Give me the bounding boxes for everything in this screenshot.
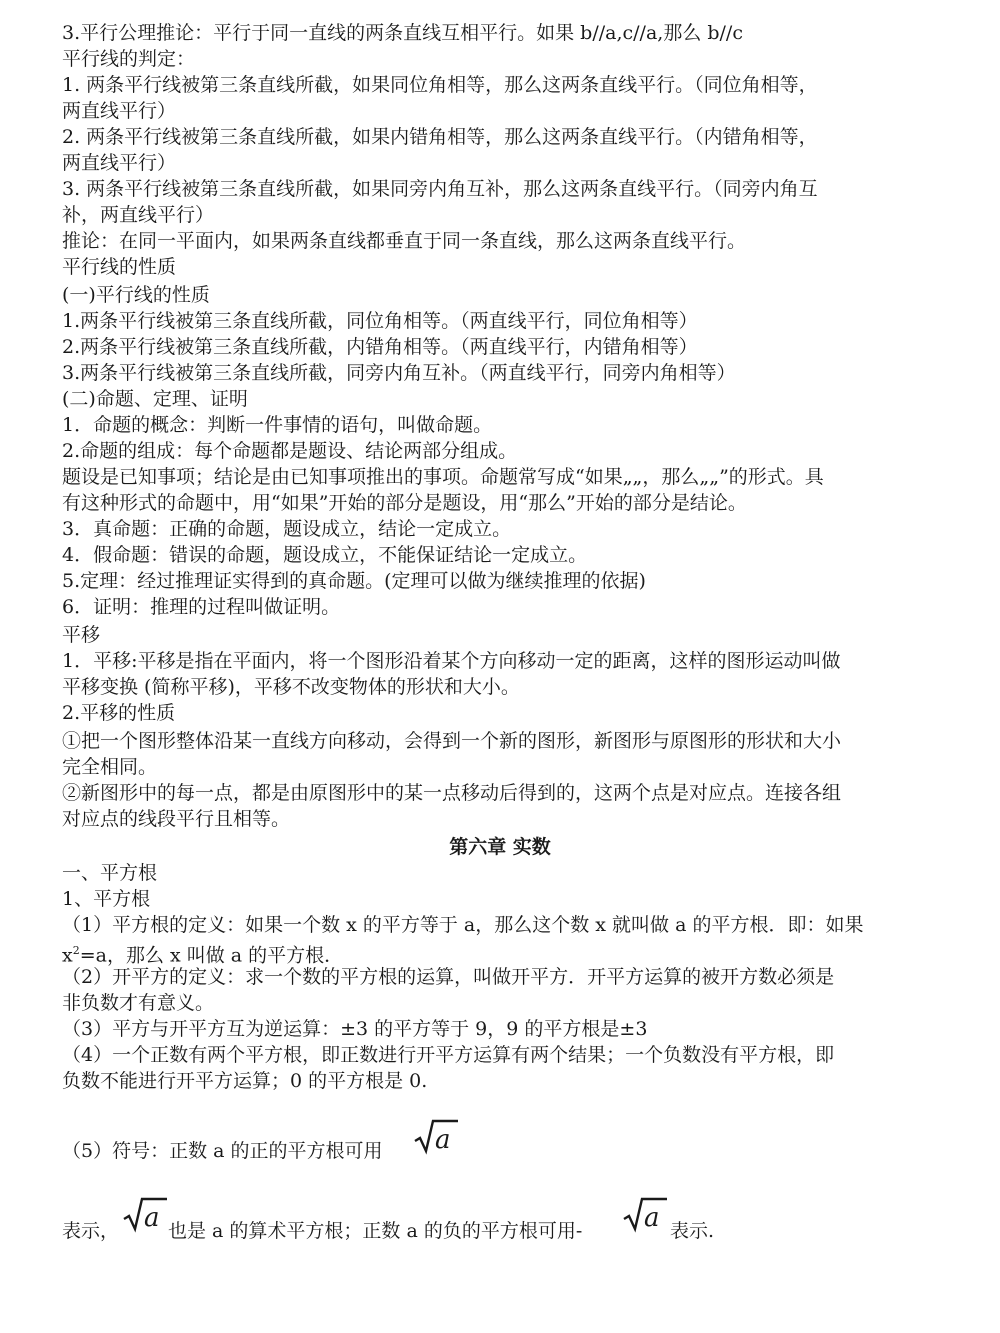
text-line: 4．假命题：错误的命题，题设成立，不能保证结论一定成立。 xyxy=(62,544,588,566)
text-line: （3）平方与开平方互为逆运算：±3 的平方等于 9，9 的平方根是±3 xyxy=(62,1018,648,1040)
text-line: 3.平行公理推论：平行于同一直线的两条直线互相平行。如果 b//a,c//a,那么 b//c xyxy=(62,22,743,44)
text-line: 3. 两条平行线被第三条直线所截，如果同旁内角互补，那么这两条直线平行。（同旁内角互 xyxy=(62,178,818,200)
sqrt-a-formula xyxy=(413,1117,459,1162)
text-line: 有这种形式的命题中，用“如果”开始的部分是题设，用“那么”开始的部分是结论。 xyxy=(62,492,747,514)
text-line: 1．平移:平移是指在平面内，将一个图形沿着某个方向移动一定的距离，这样的图形运动叫做 xyxy=(62,650,841,672)
text-line: 两直线平行） xyxy=(62,100,177,122)
superscript-2: 2 xyxy=(72,944,80,957)
text-span: 也是 a 的算术平方根；正数 a 的负的平方根可用- xyxy=(168,1220,583,1242)
sqrt-a-formula xyxy=(122,1195,168,1240)
text-line: 6．证明：推理的过程叫做证明。 xyxy=(62,596,341,618)
text-line: 题设是已知事项；结论是由已知事项推出的事项。命题常写成“如果„„，那么„„”的形式。具 xyxy=(62,466,824,488)
sqrt-symbol-icon xyxy=(413,1117,459,1157)
text-line: 2.平移的性质 xyxy=(62,702,176,724)
text-span: 表示， xyxy=(62,1220,120,1242)
text-line: 补，两直线平行） xyxy=(62,204,215,226)
text-line: (二)命题、定理、证明 xyxy=(62,388,248,410)
text-line: （1）平方根的定义：如果一个数 x 的平方等于 a，那么这个数 x 就叫做 a 的平方根．即：如果 xyxy=(62,914,864,936)
text-line: 对应点的线段平行且相等。 xyxy=(62,808,291,830)
text-line: 3．真命题：正确的命题，题设成立，结论一定成立。 xyxy=(62,518,512,540)
text-span: 表示. xyxy=(670,1220,715,1242)
text-line: 2.两条平行线被第三条直线所截，内错角相等。（两直线平行，内错角相等） xyxy=(62,336,698,358)
text-line: 平行线的性质 xyxy=(62,256,177,278)
text-line: 两直线平行） xyxy=(62,152,177,174)
text-line: 平移变换 (简称平移)，平移不改变物体的形状和大小。 xyxy=(62,676,520,698)
text-line: 平移 xyxy=(62,624,101,646)
text-line: 2.命题的组成：每个命题都是题设、结论两部分组成。 xyxy=(62,440,518,462)
text-line: 负数不能进行开平方运算；0 的平方根是 0. xyxy=(62,1070,428,1092)
section-heading: 一、平方根 xyxy=(62,862,158,884)
sqrt-a-formula xyxy=(622,1195,668,1240)
text-line: 1.两条平行线被第三条直线所截，同位角相等。（两直线平行，同位角相等） xyxy=(62,310,698,332)
text-line: 平行线的判定： xyxy=(62,48,196,70)
text-line: ①把一个图形整体沿某一直线方向移动，会得到一个新的图形，新图形与原图形的形状和大小 xyxy=(62,730,842,752)
text-span: （5）符号：正数 a 的正的平方根可用 xyxy=(62,1140,383,1162)
x-variable: x xyxy=(62,944,73,967)
text-line: （4）一个正数有两个平方根，即正数进行开平方运算有两个结果；一个负数没有平方根，即 xyxy=(62,1044,835,1066)
text-line: （2）开平方的定义：求一个数的平方根的运算，叫做开平方．开平方运算的被开方数必须是 xyxy=(62,966,835,988)
text-line: 1．命题的概念：判断一件事情的语句，叫做命题。 xyxy=(62,414,493,436)
text-line: 非负数才有意义。 xyxy=(62,992,215,1014)
text-line: 5.定理：经过推理证实得到的真命题。(定理可以做为继续推理的依据) xyxy=(62,570,646,592)
radicand-a: a xyxy=(144,1203,160,1233)
text-line xyxy=(62,938,942,967)
radicand-a: a xyxy=(435,1125,451,1155)
text-line: 完全相同。 xyxy=(62,756,158,778)
text-line: 3.两条平行线被第三条直线所截，同旁内角互补。（两直线平行，同旁内角相等） xyxy=(62,362,736,384)
text-line: (一)平行线的性质 xyxy=(62,284,210,306)
text-line xyxy=(62,1138,942,1178)
radicand-a: a xyxy=(644,1203,660,1233)
text-span: =a，那么 x 叫做 a 的平方根． xyxy=(79,944,344,967)
text-line: 推论：在同一平面内，如果两条直线都垂直于同一条直线，那么这两条直线平行。 xyxy=(62,230,747,252)
text-line: ②新图形中的每一点，都是由原图形中的某一点移动后得到的，这两个点是对应点。连接各组 xyxy=(62,782,842,804)
text-line: 1. 两条平行线被第三条直线所截，如果同位角相等，那么这两条直线平行。（同位角相等， xyxy=(62,74,818,96)
chapter-title: 第六章 实数 xyxy=(449,836,551,858)
sqrt-symbol-icon xyxy=(622,1195,668,1235)
text-line: 2. 两条平行线被第三条直线所截，如果内错角相等，那么这两条直线平行。（内错角相等， xyxy=(62,126,818,148)
subsection-heading: 1、平方根 xyxy=(62,888,151,910)
sqrt-symbol-icon xyxy=(122,1195,168,1235)
